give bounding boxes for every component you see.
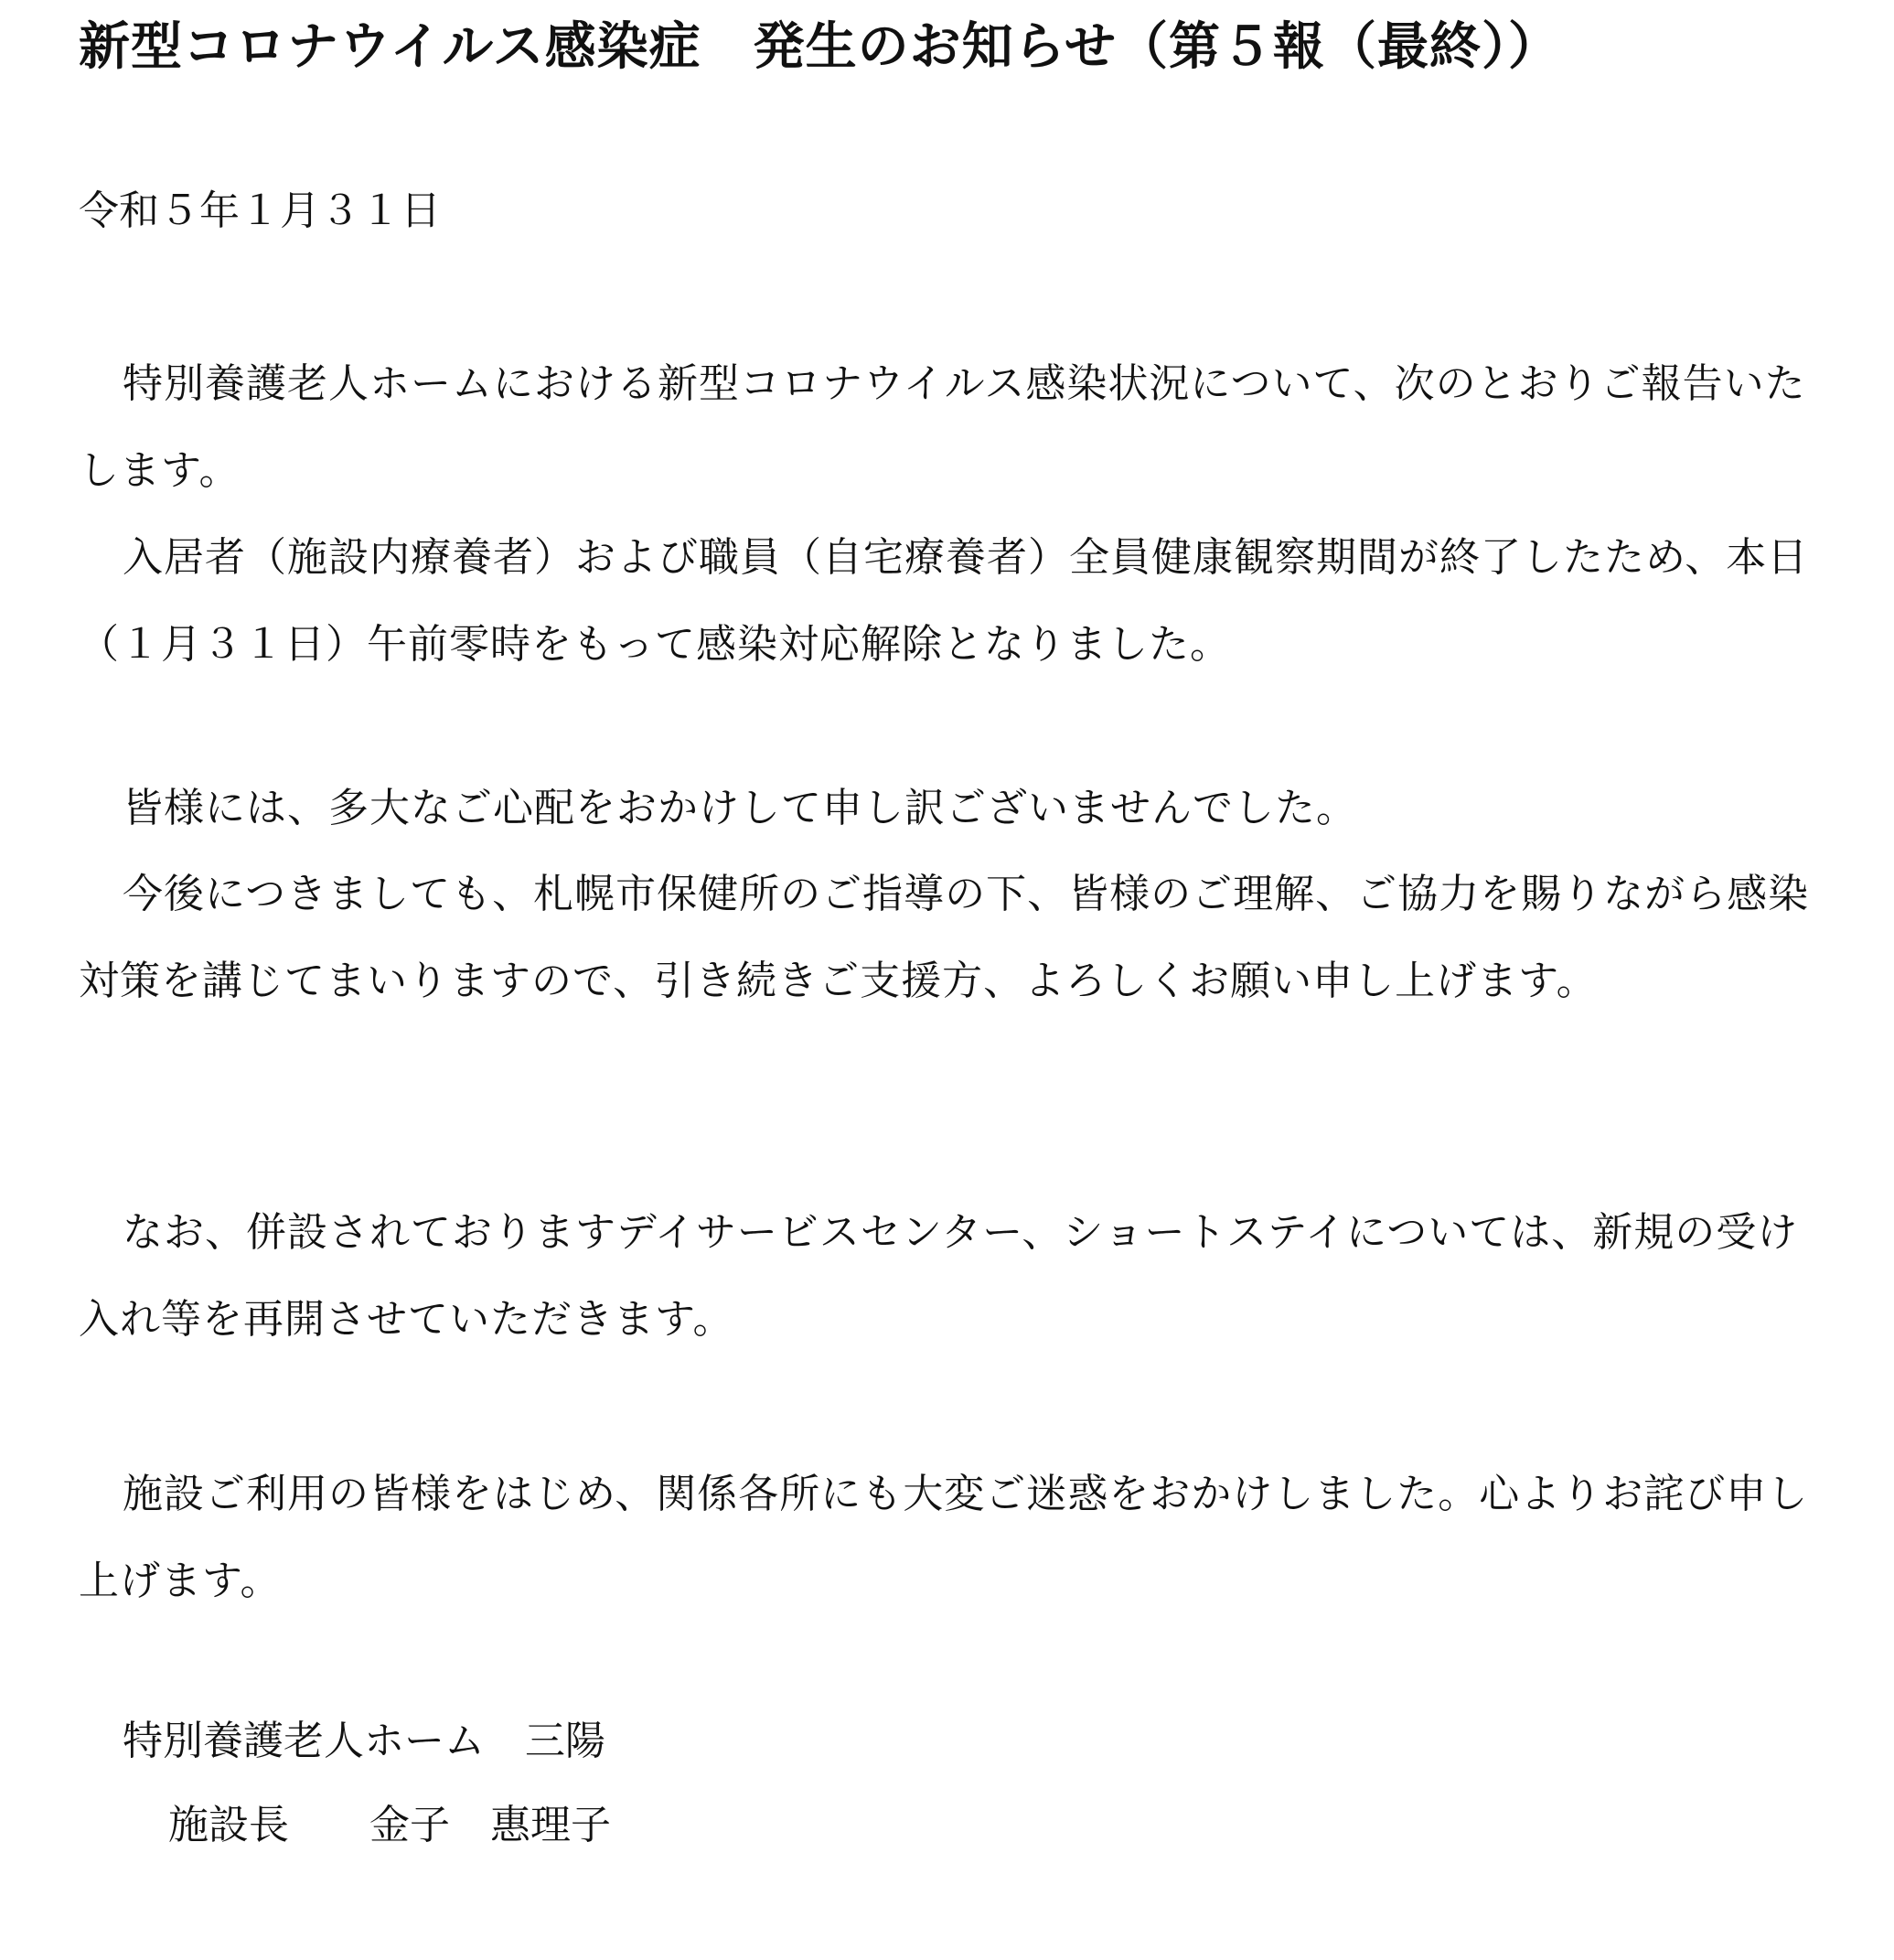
paragraph-closing-apology: 施設ご利用の皆様をはじめ、関係各所にも大変ご迷惑をおかけしました。心よりお詫び申し上げます。 [79, 1471, 1809, 1604]
paragraph-service-resumption: なお、併設されておりますデイサービスセンター、ショートステイについては、新規の受け入れ等を再開させていただきます。 [79, 1209, 1799, 1343]
paragraph-infection-cleared: 入居者（施設内療養者）および職員（自宅療養者）全員健康観察期間が終了したため、本日（１月３１日）午前零時をもって感染対応解除となりました。 [79, 534, 1809, 668]
document-date: 令和５年１月３１日 [79, 187, 441, 234]
paragraph-apology: 皆様には、多大なご心配をおかけして申し訳ございませんでした。 [123, 785, 1357, 831]
signature-organization: 特別養護老人ホーム 三陽 [123, 1718, 605, 1764]
paragraph-future-measures: 今後につきましても、札幌市保健所のご指導の下、皆様のご理解、ご協力を賜りながら感染対策を講じてまいりますので、引き続きご支援方、よろしくお願い申し上げます。 [79, 871, 1810, 1004]
signature-person: 施設長 金子 惠理子 [168, 1802, 611, 1848]
paragraph-report-intro: 特別養護老人ホームにおける新型コロナウイルス感染状況について、次のとおりご報告いたします。 [79, 360, 1806, 494]
document-title: 新型コロナウイルス感染症 発生のお知らせ（第５報（最終）） [79, 17, 1560, 77]
